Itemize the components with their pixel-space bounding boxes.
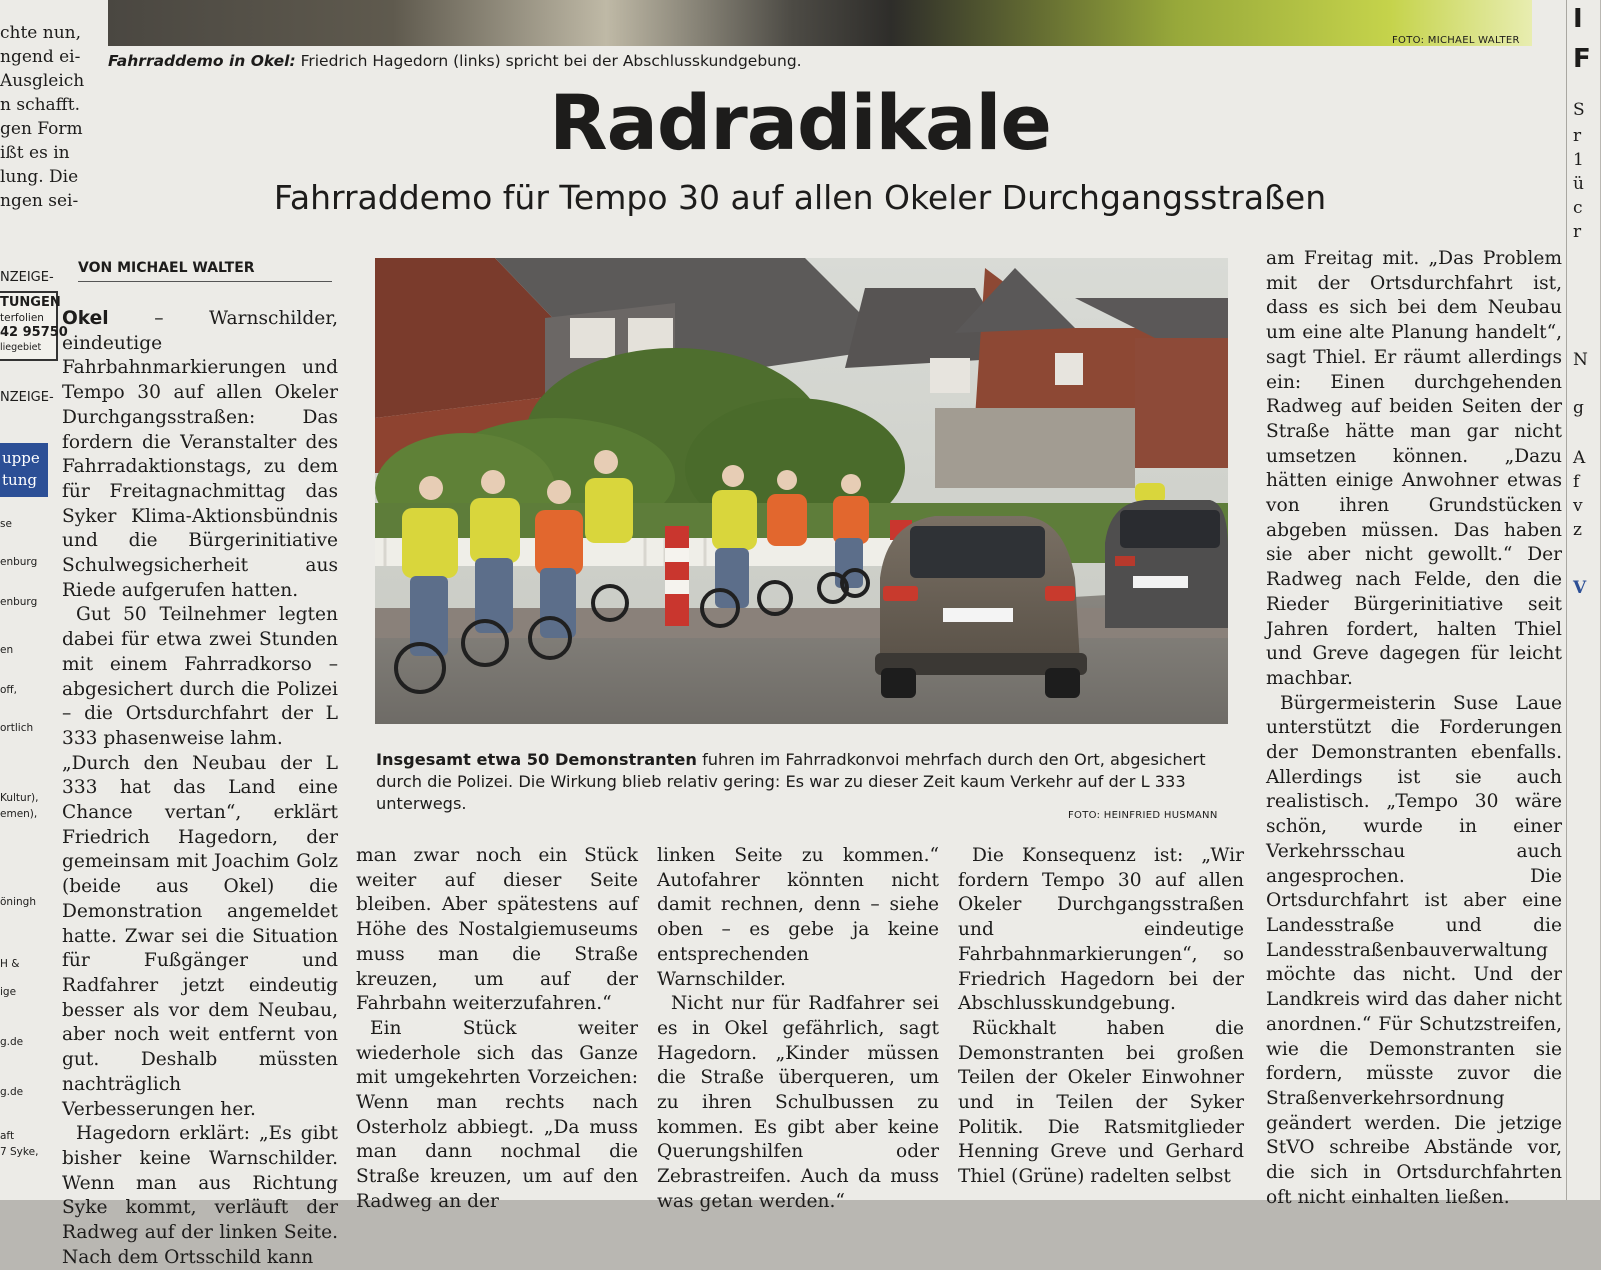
left-neighbor-line: ngend ei- xyxy=(0,47,81,67)
col1-paragraph-4: Hagedorn erklärt: „Es gibt bisher keine Warnschilder. Wenn man aus Richtung Syke kommt, verläuft der Radweg auf der linken Seite. Nach dem Ortsschild kann xyxy=(62,1123,338,1268)
col1-paragraph-1-text: – Warnschilder, eindeutige Fahrbahnmarkierungen und Tempo 30 auf allen Okeler Durchgangsstraßen: Das fordern die Veranstalter des Fahrradaktionstags, zu dem für Freitagnachmittag das Syker Klima-Aktionsbündnis und die Bürgerinitiative Schulwegsicherheit aus Riede aufgerufen hatten. xyxy=(62,308,338,601)
left-neighbor-list-item: off, xyxy=(0,684,17,696)
left-neighbor-list-item: ortlich xyxy=(0,722,34,734)
right-neighbor-line: S xyxy=(1573,100,1585,120)
main-photo xyxy=(375,258,1228,724)
article-column-4 xyxy=(958,844,1244,1190)
left-neighbor-list-item: enburg xyxy=(0,596,38,608)
anzeige-label-2: NZEIGE- xyxy=(0,390,54,405)
dateline: Okel xyxy=(62,308,109,329)
blue-ad-text xyxy=(2,447,40,491)
left-ad-phone: 42 95750 xyxy=(0,325,68,340)
left-neighbor-line: lung. Die xyxy=(0,167,79,187)
subheadline: Fahrraddemo für Tempo 30 auf allen Okeler Durchgangsstraßen xyxy=(273,178,1327,217)
left-neighbor-list-item: aft xyxy=(0,1130,15,1142)
top-photo xyxy=(108,0,1532,46)
left-neighbor-line: gen Form xyxy=(0,119,83,139)
blue-ad-line-1: uppe xyxy=(2,449,40,467)
main-photo-credit: FOTO: HEINFRIED HUSMANN xyxy=(1068,810,1218,821)
left-neighbor-line: chte nun, xyxy=(0,23,82,43)
right-neighbor-line: v xyxy=(1573,496,1583,516)
left-neighbor-list-item: Kultur), xyxy=(0,792,39,804)
right-neighbor-line: V xyxy=(1573,578,1587,598)
right-neighbor-article xyxy=(1566,0,1601,1200)
article-column-2 xyxy=(356,844,638,1215)
left-neighbor-line: n schafft. xyxy=(0,95,80,115)
left-neighbor-list-item: g.de xyxy=(0,1036,24,1048)
right-neighbor-line: 1 xyxy=(1573,150,1584,170)
right-neighbor-line: f xyxy=(1573,472,1580,492)
left-neighbor-list-item: enburg xyxy=(0,556,38,568)
main-photo-caption xyxy=(376,749,1228,815)
left-neighbor-list-item: emen), xyxy=(0,808,38,820)
right-neighbor-line: ü xyxy=(1573,174,1584,194)
right-neighbor-line: A xyxy=(1573,448,1586,468)
right-neighbor-line: r xyxy=(1573,126,1582,146)
right-neighbor-line: F xyxy=(1573,44,1591,74)
left-blue-ad xyxy=(0,443,48,497)
col1-paragraph-2: Gut 50 Teilnehmer legten dabei für etwa zwei Stunden mit einem Fahrradkorso – abgesichert durch die Polizei – die Ortsdurchfahrt der L 333 phasenweise lahm. xyxy=(62,604,338,749)
article-column-5 xyxy=(1266,247,1562,1210)
right-neighbor-line: I xyxy=(1573,4,1583,34)
col4-paragraph-1: Die Konsequenz ist: „Wir fordern Tempo 30 auf allen Okeler Durchgangsstraßen und eindeutige Fahrbahnmarkierungen“, so Friedrich Hagedorn bei der Abschlusskundgebung. xyxy=(958,845,1244,1015)
col4-paragraph-2: Rückhalt haben die Demonstranten bei großen Teilen der Okeler Einwohner und in Teilen der Syker Politik. Die Ratsmitglieder Henning Greve und Gerhard Thiel (Grüne) radelten selbst xyxy=(958,1017,1244,1188)
col3-paragraph-2: Nicht nur für Radfahrer sei es in Okel gefährlich, sagt Hagedorn. „Kinder müssen die Straße überqueren, um zu ihren Schulbussen zu kommen. Es gibt aber keine Querungshilfen oder Zebrastreifen. Auch da muss was getan werden.“ xyxy=(657,993,939,1212)
col2-paragraph-2: Ein Stück weiter wiederhole sich das Ganze mit umgekehrten Vorzeichen: Wenn man rechts nach Osterholz abbiegt. „Da muss man dann nochmal die Straße kreuzen, um auf den Radweg an der xyxy=(356,1017,638,1212)
right-neighbor-line: z xyxy=(1573,520,1582,540)
left-neighbor-list-item: öningh xyxy=(0,896,36,908)
left-ad-box xyxy=(0,291,68,361)
main-photo-caption-text: fuhren im Fahrradkonvoi mehrfach durch den Ort, abgesichert durch die Polizei. Die Wirkung blieb relativ gering: Es war zu dieser Zeit kaum Verkehr auf der L 333 unterwegs. xyxy=(376,750,1206,813)
headline: Radradikale xyxy=(549,78,1051,167)
right-neighbor-line: c xyxy=(1573,198,1583,218)
left-neighbor-line: ißt es in xyxy=(0,143,70,163)
left-ad-title: TUNGEN xyxy=(0,295,61,310)
article-column-3 xyxy=(657,844,939,1215)
top-photo-caption-lead: Fahrraddemo in Okel: xyxy=(108,52,296,70)
left-neighbor-line: ngen sei- xyxy=(0,191,79,211)
cyclists-demo-photo xyxy=(375,258,1228,724)
anzeige-label: NZEIGE- xyxy=(0,270,54,285)
left-neighbor-list-item: se xyxy=(0,518,12,530)
left-ad-sub: terfolien xyxy=(0,312,44,324)
byline: VON MICHAEL WALTER xyxy=(78,260,332,282)
col1-paragraph-3: „Durch den Neubau der L 333 hat das Land eine Chance vertan“, erklärt Friedrich Hagedorn, der gemeinsam mit Joachim Golz (beide aus Okel) die Demonstration angemeldet hatte. Zwar sei die Situation für Fußgänger und Radfahrer jetzt eindeutig besser als vor dem Neubau, aber noch weit entfernt von gut. Deshalb müssten nachträglich Verbesserungen her. xyxy=(62,752,338,1120)
blue-ad-line-2: tung xyxy=(2,471,37,489)
left-neighbor-list-item: en xyxy=(0,644,14,656)
top-photo-credit: FOTO: MICHAEL WALTER xyxy=(1392,35,1520,46)
top-photo-caption-text: Friedrich Hagedorn (links) spricht bei der Abschlusskundgebung. xyxy=(300,52,802,70)
main-photo-caption-lead: Insgesamt etwa 50 Demonstranten xyxy=(376,750,697,769)
left-neighbor-list-item: H & xyxy=(0,958,20,970)
col5-paragraph-2: Bürgermeisterin Suse Laue unterstützt die Forderungen der Demonstranten ebenfalls. Allerdings ist sie auch realistisch. „Tempo 30 wäre schön, wurde in einer Verkehrsschau auch angesprochen. Die Ortsdurchfahrt ist aber eine Landesstraße und die Landesstraßenbauverwaltung möchte das nicht. Und der Landkreis wird das daher nicht anordnen.“ Für Schutzstreifen, wie die Demonstranten sie fordern, müsste zuvor die Straßenverkehrsordnung geändert werden. Die jetzige StVO schreibe Abstände vor, die sich in Ortsdurchfahrten oft nicht einhalten ließen. xyxy=(1266,692,1562,1208)
left-neighbor-list-item: ige xyxy=(0,986,17,998)
right-neighbor-line: r xyxy=(1573,222,1582,242)
col3-paragraph-1: linken Seite zu kommen.“ Autofahrer könnten nicht damit rechnen, denn – siehe oben – es gebe ja keine entsprechenden Warnschilder. xyxy=(657,845,939,990)
right-neighbor-line: g xyxy=(1573,398,1584,418)
article-column-1 xyxy=(62,307,338,1270)
left-ad-area: liegebiet xyxy=(0,342,42,353)
top-photo-caption xyxy=(108,52,802,70)
left-neighbor-list-item: 7 Syke, xyxy=(0,1146,39,1158)
left-neighbor-list-item: g.de xyxy=(0,1086,24,1098)
col2-paragraph-1: man zwar noch ein Stück weiter auf dieser Seite bleiben. Aber spätestens auf Höhe des Nostalgiemuseums muss man die Straße kreuzen, um auf der Fahrbahn weiterzufahren.“ xyxy=(356,845,638,1015)
left-neighbor-line: Ausgleich xyxy=(0,71,85,91)
col1-paragraph-1 xyxy=(62,307,338,603)
right-neighbor-line: N xyxy=(1573,350,1588,370)
col5-paragraph-1: am Freitag mit. „Das Problem mit der Ortsdurchfahrt ist, dass es sich bei dem Neubau um eine alte Planung handelt“, sagt Thiel. Er räumt allerdings ein: Einen durchgehenden Radweg auf beiden Seiten der Straße hätte man gar nicht umsetzen können. „Dazu hätten einige Anwohner etwas von ihren Grundstücken abgeben müssen. Das haben sie aber nicht gewollt.“ Der Radweg nach Felde, den die Rieder Bürgerinitiative seit Jahren fordert, halten Thiel und Greve dagegen für leicht machbar. xyxy=(1266,248,1562,689)
